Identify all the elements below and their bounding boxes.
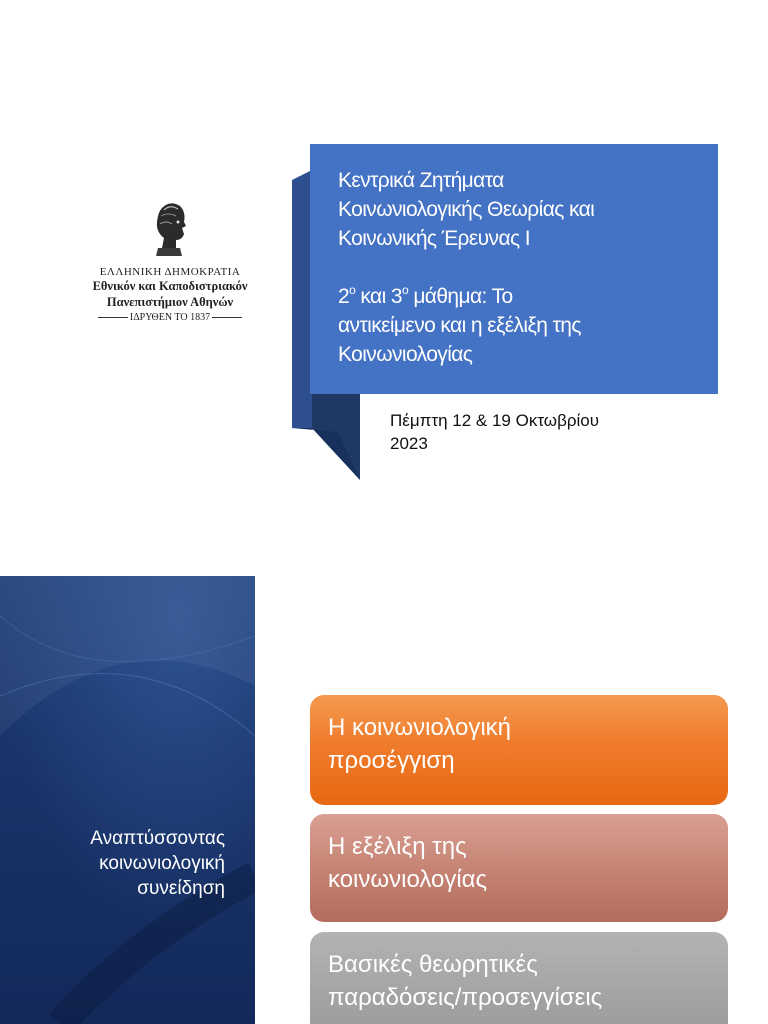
logo-text-university-2: Πανεπιστήμιον Αθηνών	[106, 295, 234, 309]
lecture-title-line-1	[338, 282, 690, 311]
topic-box-2-line-2: κοινωνιολογίας	[328, 866, 488, 893]
lecture-conjunction: και	[355, 285, 391, 308]
topic-box-3-line-1: Βασικές θεωρητικές	[328, 951, 538, 978]
university-logo	[70, 200, 270, 323]
logo-rule-left	[98, 317, 128, 318]
logo-text-university-1: Εθνικόν και Καποδιστριακόν	[92, 279, 248, 293]
ordinal-suffix-2: ο	[402, 283, 409, 297]
topic-box-evolution-of-sociology	[310, 814, 728, 922]
logo-rule-right	[212, 317, 242, 318]
lecture-date	[390, 409, 690, 455]
logo-text-republic: ΕΛΛΗΝΙΚΗ ΔΗΜΟΚΡΑΤΙΑ	[99, 266, 241, 278]
topic-box-1-line-2: προσέγγιση	[328, 747, 455, 774]
lecture-date-line-2: 2023	[390, 434, 428, 453]
outline-slide	[0, 512, 768, 1024]
course-title-line-1: Κεντρικά Ζητήματα	[338, 169, 504, 192]
section-title-line-3: συνείδηση	[137, 878, 225, 899]
topic-box-1-line-1: Η κοινωνιολογική	[328, 714, 512, 741]
presentation-title-box	[310, 144, 718, 394]
topic-box-2-line-1: Η εξέλιξη της	[328, 833, 467, 860]
lecture-number-1: 2	[338, 285, 350, 308]
lecture-number-2: 3	[390, 285, 402, 308]
section-title-line-1: Αναπτύσσοντας	[90, 828, 225, 849]
section-side-panel	[0, 576, 255, 1024]
topic-box-sociological-approach	[310, 695, 728, 805]
section-title-line-2: κοινωνιολογική	[99, 853, 225, 874]
lecture-title-line-3: Κοινωνιολογίας	[338, 343, 473, 366]
lecture-date-line-1: Πέμπτη 12 & 19 Οκτωβρίου	[390, 411, 600, 430]
course-title-line-2: Κοινωνιολογικής Θεωρίας και	[338, 198, 595, 221]
lecture-title-line-2: αντικείμενο και η εξέλιξη της	[338, 314, 581, 337]
panel-background-curves	[0, 576, 255, 1024]
logo-text-founded	[70, 312, 270, 323]
topic-box-3-line-2: παραδόσεις/προσεγγίσεις	[328, 984, 603, 1011]
section-title	[20, 826, 225, 901]
athena-head-emblem-icon	[148, 200, 192, 258]
ordinal-suffix-1: ο	[349, 283, 356, 297]
title-spacer	[338, 253, 690, 282]
logo-founded-text: ΙΔΡΥΘΕΝ ΤΟ 1837	[129, 312, 211, 323]
lecture-title-rest: μάθημα: Το	[408, 285, 513, 308]
course-title-line-3: Κοινωνικής Έρευνας Ι	[338, 227, 530, 250]
topic-box-theoretical-traditions	[310, 932, 728, 1024]
